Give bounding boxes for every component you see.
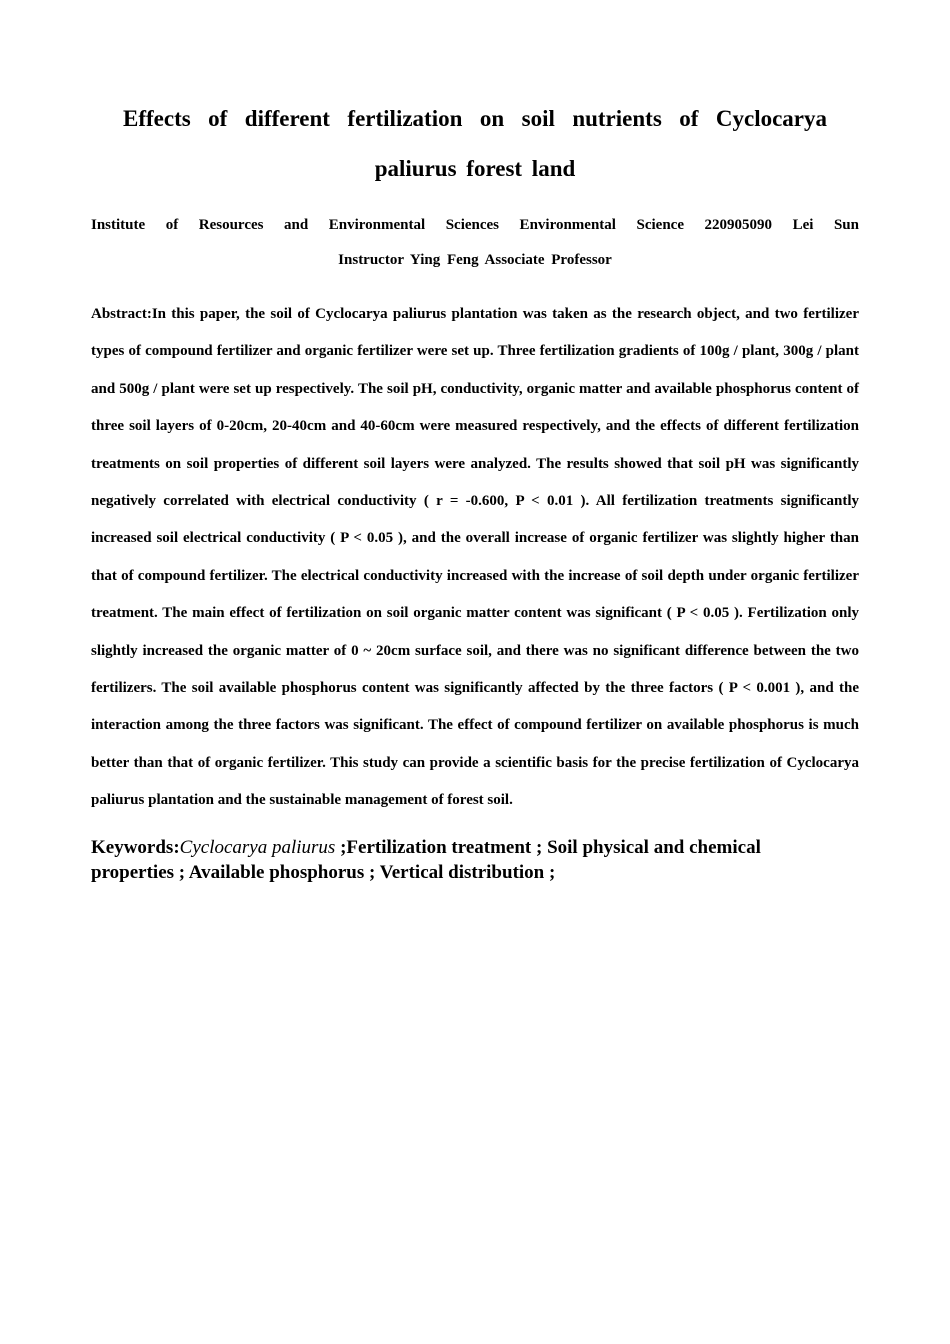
paper-title <box>91 0 859 194</box>
abstract <box>91 296 859 820</box>
instructor-line: Instructor Ying Feng Associate Professor <box>338 252 612 268</box>
paper-title-line-2: paliurus forest land <box>374 156 576 181</box>
author-affiliation-line: Institute of Resources and Environmental Sciences Environmental Science 220905090 Lei Sun <box>91 217 859 233</box>
abstract-label: Abstract: <box>91 306 152 322</box>
abstract-text: In this paper, the soil of Cyclocarya paliurus plantation was taken as the research object, and two fertilizer types of compound fertilizer and organic fertilizer were set up. Three fertilization gradients of 100g / plant, 300g / plant and 500g / plant were set up respectively. The soil pH, conductivity, organic matter and available phosphorus content of three soil layers of 0-20cm, 20-40cm and 40-60cm were measured respectively, and the effects of different fertilization treatments on soil properties of different soil layers were analyzed. The results showed that soil pH was significantly negatively correlated with electrical conductivity ( r = -0.600, P < 0.01 ). All fertilization treatments significantly increased soil electrical conductivity ( P < 0.05 ), and the overall increase of organic fertilizer was slightly higher than that of compound fertilizer. The electrical conductivity increased with the increase of soil depth under organic fertilizer treatment. The main effect of fertilization on soil organic matter content was significant ( P < 0.05 ). Fertilization only slightly increased the organic matter of 0 ~ 20cm surface soil, and there was no significant difference between the two fertilizers. The soil available phosphorus content was significantly affected by the three factors ( P < 0.001 ), and the interaction among the three factors was significant. The effect of compound fertilizer on available phosphorus is much better than that of organic fertilizer. This study can provide a scientific basis for the precise fertilization of Cyclocarya paliurus plantation and the sustainable management of forest soil. <box>91 306 859 809</box>
author-byline <box>91 208 859 278</box>
keywords-label: Keywords: <box>91 836 180 858</box>
keywords-species: Cyclocarya paliurus <box>179 836 336 858</box>
keywords <box>91 835 791 885</box>
paper-title-line-1: Effects of different fertilization on soil nutrients of Cyclocarya <box>123 106 827 131</box>
paper-page <box>91 0 859 904</box>
keywords-list: ;Fertilization treatment ; Soil physical and chemical properties ; Available phosphorus ; Vertical distribution ; <box>91 836 761 883</box>
